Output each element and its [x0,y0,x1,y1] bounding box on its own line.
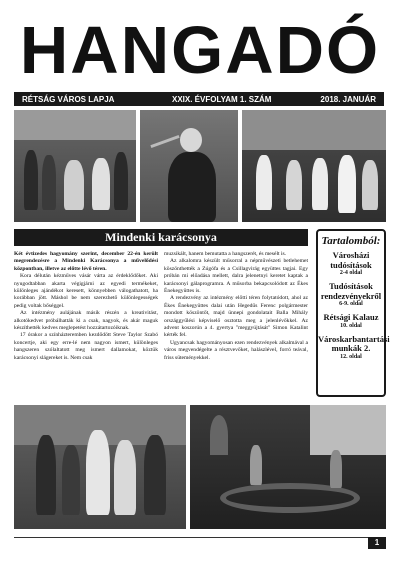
article-paragraph: Kora délután kézműves vásár várta az érdeklődőket. Aki nyugodtabban akarta végigjárni az egyedi termékeket, különleges ajándékot keresett, könnyebben válogathatott, ha korábban jött. Máshol be nem szerezhető különlegességek pedig voltak bőséggel. [14,273,158,309]
toc-item[interactable] [318,333,390,360]
issue-bar [14,92,384,106]
volume-number: XXIX. ÉVFOLYAM 1. SZÁM [172,94,272,104]
article-paragraph: Az alkalomra készült műsorral a népművészeti betlehemet köszönthették a Zúgófa és a Csillagvirág együttes tagjai. Egy próbán mi előadása mellett, dalra jelenetnyi keretet kaptak a karácsonyi gálaprogramra. A műsorba bekapcsolódott az Ékes Énekegyüttes is. [164,258,308,295]
article-paragraph: 17 órakor a színházteremben kezdődött Steve Taylor Szabó koncertje, aki egy erre-lé nem nagyon ismert, különleges hangszeren szólaltatott meg ismert dallamokat, köztük karácsonyi slágereket is. Nem csak [14,332,158,361]
article-lead: Két évtizedes hagyomány szerint, december 22-én került megrendezésre a Mindenki Karácsonya a művelődési központban, illetve az előtte lévő téren. [14,251,158,272]
article-headline: Mindenki karácsonya [14,229,308,246]
toc-item-title: Rétsági Kalauz [323,312,379,322]
article-paragraph: muzsikált, hanem bemutatta a hangszerét, és mesélt is. [164,251,287,257]
photo-musician [140,110,238,222]
toc-item-page: 12. oldal [340,353,362,360]
toc-item-page: 6-9. oldal [339,301,363,307]
toc-item-title: Tudósítások rendezvényekről [320,281,382,301]
photo-advent-wreath [190,405,386,529]
page-number: 1 [368,537,386,549]
toc-title: Tartalomból: [321,235,381,247]
footer-rule [14,537,386,538]
article-column-1 [14,251,158,362]
article-paragraph: Az intézmény aulájának másik részén a kreativitást, alkotókedvet próbálhatták ki a csak, nagyok, és akár maguk készíthették kedves meglepetést hozzátartozóiknak. [14,310,158,332]
toc-item-page: 10. oldal [340,322,362,329]
toc-item[interactable] [318,313,384,329]
table-of-contents [316,229,390,397]
photo-dance-hall [14,110,136,222]
toc-item[interactable] [318,282,384,307]
article-paragraph: Ugyancsak hagyományosan ezen rendezvények alkalmával a város megvendégelte a résztvevőket, halászlével, forró teával, friss süteményekkel. [164,339,308,361]
article-paragraph: A rendezvény az intézmény előtti téren folytatódott, ahol az Ékes Énekegyüttes dalai után Hegedűs Ferenc polgármester mondott köszöntőt, majd ünnepi gondolatait Balla Mihály országgyűlési képviselő osztotta meg a jelenlévőkkel. Az advent koszorún a 4. gyertya "meggyújtását" Simon Katalint kérték fel. [164,295,308,339]
publication-subtitle: RÉTSÁG VÁROS LAPJA [22,94,115,104]
toc-item[interactable] [318,251,384,276]
toc-item-title: Városházi tudósítások [330,250,372,270]
toc-item-title: Városkarbantartási munkák 2. [318,333,390,353]
photo-folk-dancers [242,110,386,222]
toc-item-page: 2-4 oldal [339,270,363,276]
masthead-title: HANGADÓ [19,13,381,88]
issue-date: 2018. JANUÁR [320,94,376,104]
photo-nativity-play [14,405,186,529]
article-column-2 [164,251,308,362]
